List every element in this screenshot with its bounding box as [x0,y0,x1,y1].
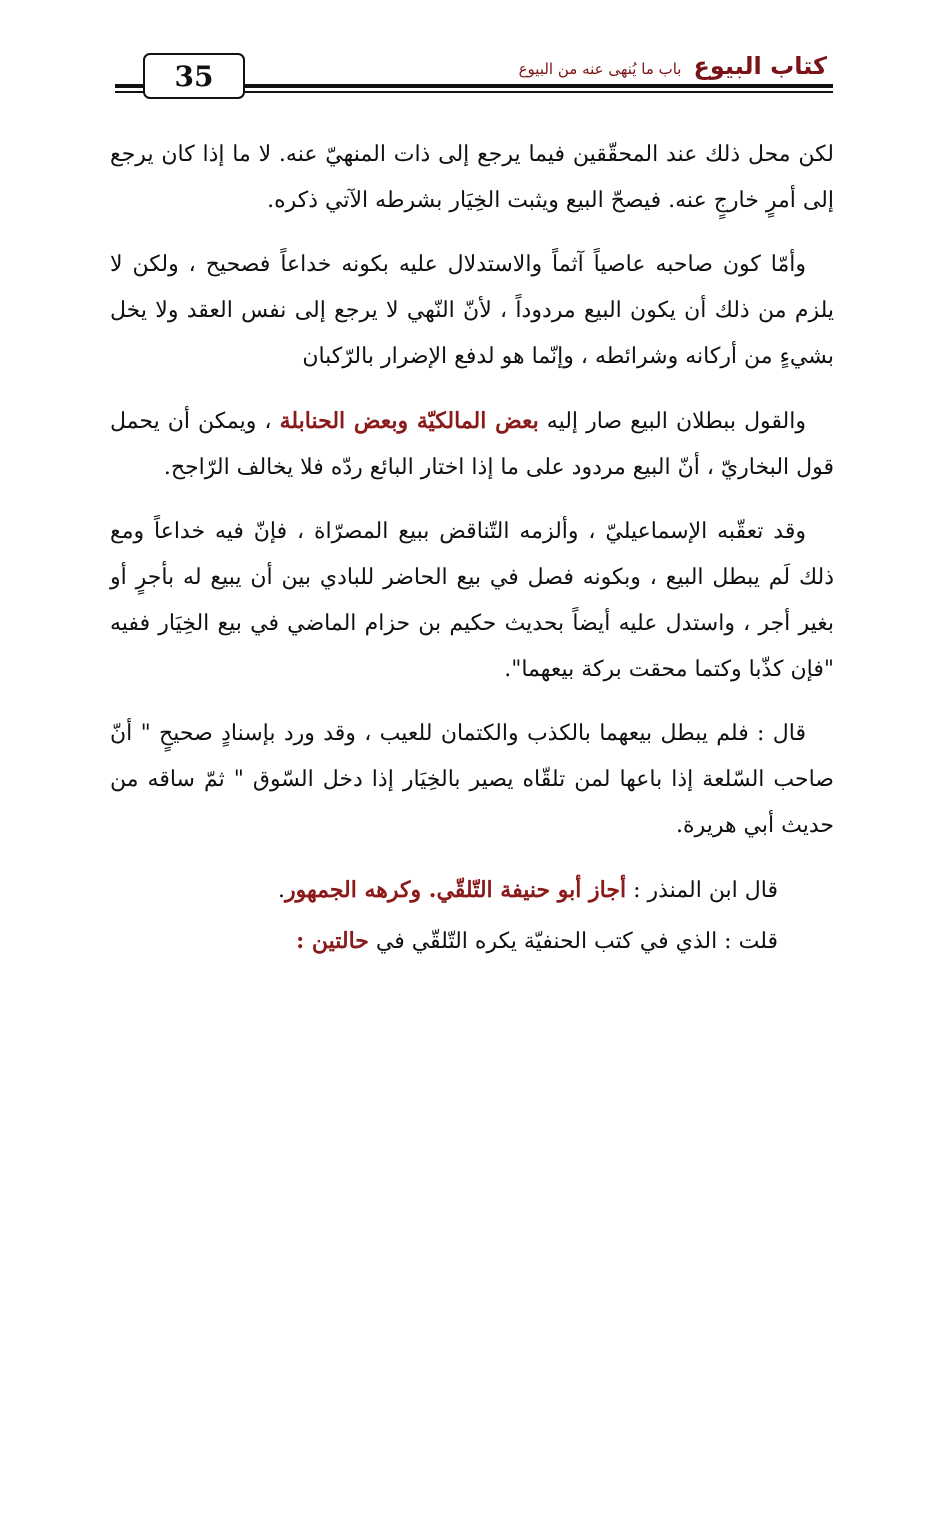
highlighted-text: بعض المالكيّة وبعض الحنابلة [279,408,539,434]
running-title [519,52,827,80]
paragraph [110,242,834,380]
paragraph [110,711,834,849]
paragraph [110,867,834,914]
paragraph-text: قال : فلم يبطل بيعهما بالكذب والكتمان للعيب ، وقد ورد بإسنادٍ صحيحٍ " أنّ صاحب السّلعة إذا باعها لمن تلقّاه يصير بالخِيَار إذا دخل السّوق " ثمّ ساقه من حديث أبي هريرة. [110,721,834,838]
paragraph-text: وقد تعقّبه الإسماعيليّ ، وألزمه التّناقض ببيع المصرّاة ، فإنّ فيه خداعاً ومع ذلك لَم يبطل البيع ، وبكونه فصل في بيع الحاضر للبادي بين أن يبيع له بأجرٍ أو بغير أجر ، واستدل عليه أيضاً بحديث حكيم بن حزام الماضي في بيع الخِيَار ففيه "فإن كذّبا وكتما محقت بركة بيعهما". [110,519,834,682]
book-title: كتاب البيوع [693,52,827,80]
highlighted-text: حالتين : [296,928,369,954]
paragraph-text: ، ويمكن أن يحمل قول البخاريّ ، أنّ البيع مردود على ما إذا اختار البائع ردّه فلا يخالف الرّاجح. [110,409,834,480]
body-text [110,132,834,969]
paragraph [110,132,834,224]
paragraph-text: قال ابن المنذر : [626,878,778,903]
page-header [115,46,833,106]
paragraph-text: وأمّا كون صاحبه عاصياً آثماً والاستدلال عليه بكونه خداعاً فصحيح ، ولكن لا يلزم من ذلك أن يكون البيع مردوداً ، لأنّ النّهي لا يرجع إلى نفس العقد ولا يخل بشيءٍ من أركانه وشرائطه ، وإنّما هو لدفع الإضرار بالرّكبان [110,252,834,369]
chapter-title: باب ما يُنهى عنه من البيوع [518,60,682,78]
highlighted-text: أجاز أبو حنيفة التّلقّي. وكرهه الجمهور [284,877,627,903]
paragraph-text: . [277,878,285,903]
paragraph-text: قلت : الذي في كتب الحنفيّة يكره التّلقّي في [368,929,778,954]
paragraph [110,918,834,965]
paragraph [110,509,834,693]
paragraph-text: والقول ببطلان البيع صار إليه [538,409,806,434]
page-number: 35 [143,53,245,99]
paragraph [110,398,834,491]
paragraph-text: لكن محل ذلك عند المحقّقين فيما يرجع إلى ذات المنهيّ عنه. لا ما إذا كان يرجع إلى أمرٍ خارجٍ عنه. فيصحّ البيع ويثبت الخِيَار بشرطه الآتي ذكره. [110,142,834,213]
